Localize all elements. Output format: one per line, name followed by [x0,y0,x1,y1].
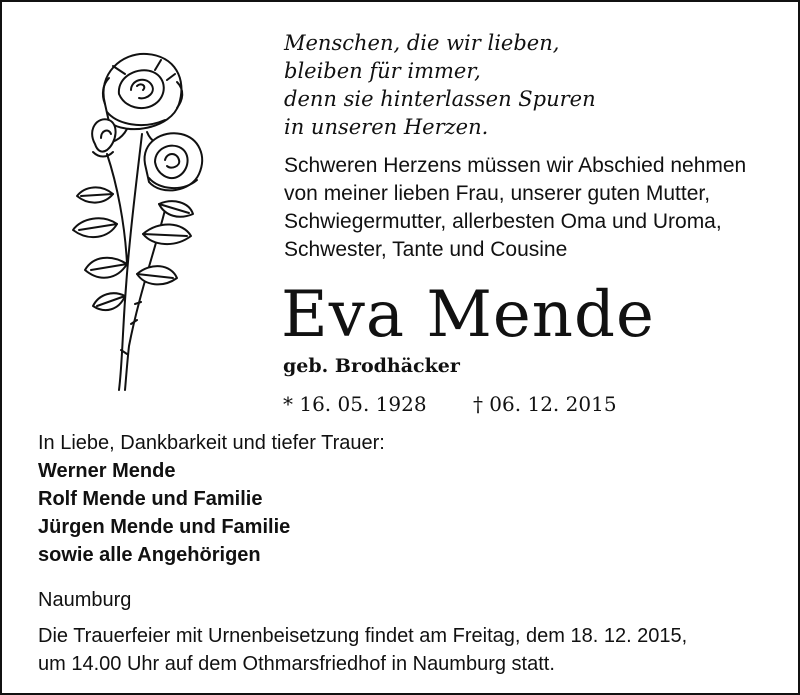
mourner-name: Jürgen Mende und Familie [38,516,291,538]
funeral-line: Die Trauerfeier mit Urnenbeisetzung findet am Freitag, dem 18. 12. 2015, [38,625,688,647]
funeral-line: um 14.00 Uhr auf dem Othmarsfriedhof in Naumburg statt. [38,653,555,675]
poem-line: bleiben für immer, [284,59,481,83]
deceased-name: Eva Mende [281,278,655,352]
death-date: † 06. 12. 2015 [472,392,617,416]
mourner-name: sowie alle Angehörigen [38,544,261,566]
birth-date: * 16. 05. 1928 [283,392,427,416]
mourners-intro: In Liebe, Dankbarkeit und tiefer Trauer: [38,432,385,454]
announcement-line: Schwiegermutter, allerbesten Oma und Uroma, [284,210,722,233]
announcement-text [284,152,746,264]
funeral-details [38,622,687,678]
poem-line: Menschen, die wir lieben, [284,31,560,55]
poem-line: in unseren Herzen. [284,115,489,139]
mourner-name: Rolf Mende und Familie [38,488,263,510]
place-name: Naumburg [38,589,132,611]
rose-icon [47,34,237,394]
mourners-list [38,429,385,569]
mourner-name: Werner Mende [38,460,176,482]
announcement-line: Schweren Herzens müssen wir Abschied nehmen [284,154,747,177]
announcement-line: Schwester, Tante und Cousine [284,238,568,261]
maiden-name: geb. Brodhäcker [283,355,460,377]
announcement-line: von meiner lieben Frau, unserer guten Mutter, [284,182,711,205]
poem-line: denn sie hinterlassen Spuren [284,87,596,111]
poem [284,29,596,141]
life-dates [283,391,617,417]
